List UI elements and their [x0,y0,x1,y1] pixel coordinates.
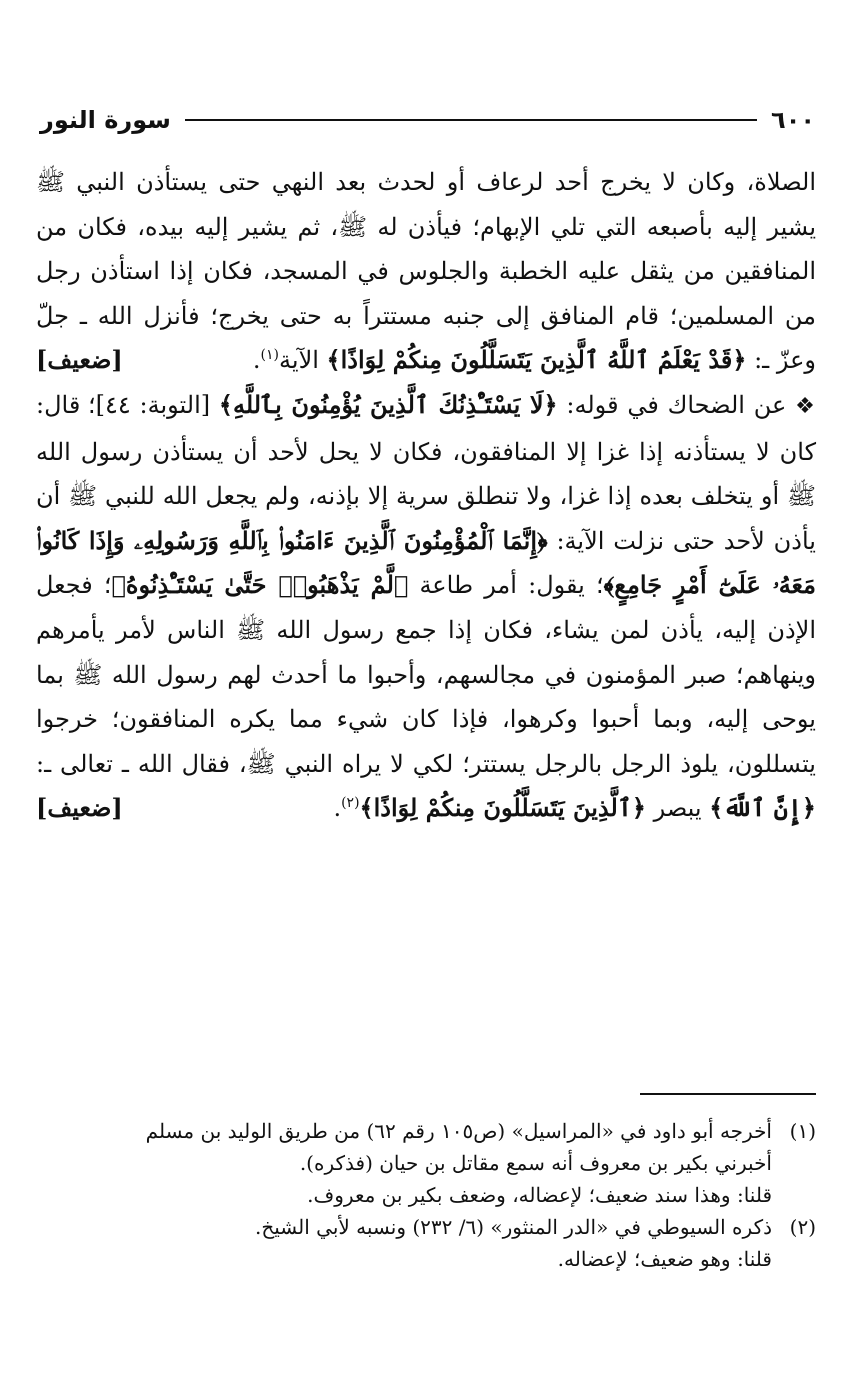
grade-badge: [ضعيف] [36,793,123,823]
page-header [40,102,815,138]
footnote-text: أخرجه أبو داود في «المراسيل» (ص١٠٥ رقم ٦٢) من طريق الوليد بن مسلم [145,1119,772,1143]
footnote-ref: (١) [260,347,280,364]
paragraph-text: الصلاة، وكان لا يخرج أحد لرعاف أو لحدث بعد النهي حتى يستأذن النبي ﷺ يشير إليه بأصبعه التي تلي الإبهام؛ فيأذن له ﷺ، ثم يشير إليه بيده، فكان من المنافقين من يثقل عليه الخطبة والجلوس في المسجد، فكان إذا استأذن رجل من المسلمين؛ قام المنافق إلى جنبه مستتراً به حتى يخرج؛ فأنزل الله ـ جلّ وعزّ ـ: [36,168,817,375]
main-text [36,160,816,831]
footnote-number: (٢) [789,1215,816,1239]
grade-badge: [ضعيف] [36,345,123,375]
footnote-text: ذكره السيوطي في «الدر المنثور» (٦/ ٢٣٢) ونسبه لأبي الشيخ. [255,1215,772,1239]
paragraph-text: ؛ يقول: أمر طاعة [408,571,604,600]
footnote-2 [30,1211,816,1243]
paragraph-text: الآية [279,346,327,375]
paragraph-text: يبصر [645,794,710,823]
quran-verse: ﴿إِنَّ ٱللَّهَ﴾ [709,793,816,823]
header-rule [185,119,757,121]
footnotes [30,1115,816,1275]
footnote-2-line-2: قلنا: وهو ضعيف؛ لإعضاله. [557,1247,772,1271]
footnote-number: (١) [789,1119,816,1143]
quran-verse: ﴿لَّمْ يَذْهَبُوا۟ حَتَّىٰ يَسْتَـْٔذِنُوهُ﴾ [111,570,409,600]
footnote-1-line-2: أخبرني بكير بن معروف أنه سمع مقاتل بن حيان (فذكره). [299,1151,772,1175]
footnote-1-line-3: قلنا: وهذا سند ضعيف؛ لإعضاله، وضعف بكير بن معروف. [307,1183,772,1207]
footnote-ref: (٢) [341,795,360,812]
paragraph-text: ؛ فجعل الإذن إليه، يأذن لمن يشاء، فكان إذا جمع رسول الله ﷺ الناس لأمر يأمرهم وينهاهم؛ صبر المؤمنون في مجالسهم، وأحبوا ما أحدث لهم رسول الله ﷺ بما يوحى إليه، وبما أحبوا وكرهوا، فإذا كان شيء مما يكره المنافقون؛ خرجوا يتسللون، يلوذ الرجل بالرجل يستتر؛ لكي لا يراه النبي ﷺ، فقال الله ـ تعالى ـ: [36,571,816,778]
quran-verse: ﴿إِنَّمَا ٱلْمُؤْمِنُونَ ٱلَّذِينَ ءَامَنُوا۟ بِٱللَّهِ وَرَسُولِهِۦ وَإِذَا كَانُوا۟ مَعَهُۥ عَلَىٰٓ أَمْرٍ جَامِعٍ﴾ [36,525,816,600]
page-number: ٦٠٠ [771,106,815,134]
diamond-bullet-icon: ❖ [795,393,817,419]
surah-title: سورة النور [40,106,171,134]
footnote-1 [30,1115,816,1147]
footnote-divider [640,1093,816,1095]
quran-verse: ﴿قَدْ يَعْلَمُ ٱللَّهُ ٱلَّذِينَ يَتَسَلَّلُونَ مِنكُمْ لِوَاذًا﴾ [326,345,747,375]
quran-verse: ﴿ٱلَّذِينَ يَتَسَلَّلُونَ مِنكُمْ لِوَاذًا﴾ [359,793,646,823]
paragraph-2 [36,383,816,831]
quran-verse: ﴿لَا يَسْتَـْٔذِنُكَ ٱلَّذِينَ يُؤْمِنُونَ بِٱللَّهِ﴾ [218,389,558,419]
paragraph-1: الصلاة، وكان لا يخرج أحد لرعاف أو لحدث بعد النهي حتى يستأذن النبي ﷺ يشير إليه بأصبعه التي تلي الإبهام؛ فيأذن له ﷺ، ثم يشير إليه بيده، فكان من المنافقين من يثقل عليه الخطبة والجلوس في المسجد، فكان إذا استأذن رجل من المسلمين؛ قام المنافق إلى جنبه مستتراً به حتى يخرج؛ فأنزل الله ـ جلّ وعزّ ـ: ﴿قَدْ يَعْلَمُ ٱللَّهُ ٱلَّذِينَ يَتَسَلَّلُونَ مِنكُمْ لِوَاذًا﴾ الآية$^{(١)}$. [ضعيف] [36,160,816,383]
paragraph-text: [التوبة: ٤٤]؛ قال: كان لا يستأذنه إذا غزا إلا المنافقون، فكان لا يحل لأحد أن يستأذن رسول الله ﷺ أو يتخلف بعده إذا غزا، ولا تنطلق سرية إلا بإذنه، ولم يجعل الله للنبي ﷺ أن يأذن لأحد حتى نزلت الآية: [36,390,817,555]
paragraph-text: . [333,794,342,823]
paragraph-text: عن الضحاك في قوله: [557,390,796,419]
